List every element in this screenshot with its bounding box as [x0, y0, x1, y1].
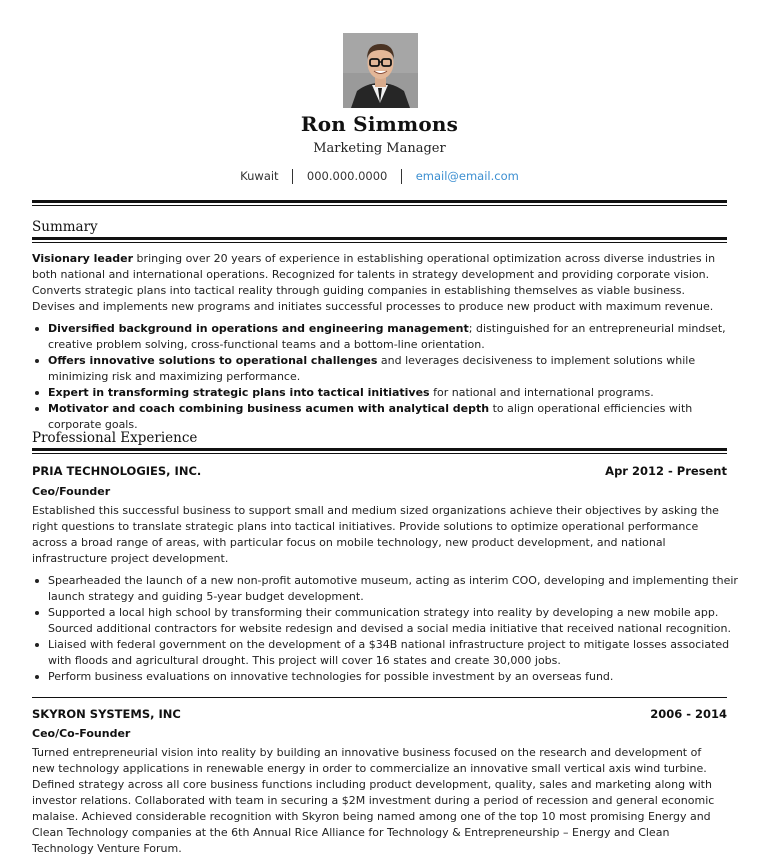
person-portrait-icon — [343, 33, 418, 108]
job-title: Ceo/Co-Founder — [32, 727, 131, 740]
contact-line — [32, 169, 727, 184]
job-divider — [32, 697, 727, 698]
job-company: PRIA TECHNOLOGIES, INC. — [32, 464, 202, 478]
job-description: Turned entrepreneurial vision into reality by building an innovative business focused on the research and development of new technology applications in renewable energy in order to commercialize an innovative small vertical axis wind turbine. Defined strategy across all core business functions including product development, quality, sales and marketing along with investor relations. Collaborated with team in securing a $2M investment during a period of recession and general economic malaise. Achieved considerable recognition with Skyron being named among one of the top 10 most promising Energy and Clean Technology companies at the 6th Annual Rice Alliance for Technology & Entrepreneurship – Energy and Clean Technology Venture Forum. — [32, 746, 715, 855]
job-description: Established this successful business to support small and medium sized organizations achieve their objectives by asking the right questions to translate strategic plans into tactical initiatives. Provide solutions to optimize operational performance across a broad range of areas, with particular focus on mobile technology, new product development, and national infrastructure project development. — [32, 504, 719, 565]
list-item: Supported a local high school by transforming their communication strategy into reality by developing a new mobile app. Sourced additional contractors for website redesign and devised a social media initiative that received national recognition. — [48, 605, 743, 637]
list-item: Liaised with federal government on the development of a $34B national infrastructure project to mitigate losses associated with floods and agricultural drought. This project will cover 16 states and create 30,000 jobs. — [48, 637, 743, 669]
candidate-name: Ron Simmons — [300, 112, 459, 136]
section-rule — [32, 200, 727, 203]
bullet-bold: Offers innovative solutions to operational challenges — [48, 354, 378, 367]
section-rule — [32, 237, 727, 240]
bullet-bold: Motivator and coach combining business acumen with analytical depth — [48, 402, 490, 415]
section-rule — [32, 205, 727, 206]
bullet-text: and leverages decisiveness to implement solutions while minimizing risk and maximizing performance. — [48, 354, 696, 383]
job-dates: 2006 - 2014 — [650, 707, 727, 721]
job-bullet-list — [32, 573, 743, 685]
summary-heading: Summary — [32, 219, 98, 235]
bullet-bold: Diversified background in operations and engineering management — [48, 322, 469, 335]
experience-heading: Professional Experience — [32, 430, 198, 446]
section-rule — [32, 453, 727, 454]
summary-paragraph — [32, 251, 727, 315]
bullet-text: to align operational efficiencies with corporate goals. — [48, 402, 693, 431]
list-item — [48, 353, 743, 385]
list-item: Perform business evaluations on innovative technologies for possible investment by an overseas fund. — [48, 669, 743, 685]
summary-lead-bold: Visionary leader — [32, 252, 134, 265]
contact-divider — [401, 169, 402, 184]
bullet-text: ; distinguished for an entrepreneurial mindset, creative problem solving, cross-functional teams and a bottom-line orientation. — [48, 322, 726, 351]
candidate-role: Marketing Manager — [313, 141, 446, 156]
list-item — [48, 321, 743, 353]
profile-photo — [343, 33, 418, 108]
summary-lead-text: bringing over 20 years of experience in establishing operational optimization across diverse industries in both national and international operations. Recognized for talents in strategy development and providing corporate vision. Converts strategic plans into tactical reality through guiding companies in establishing themselves as viable business. Devises and implements new programs and initiates successful processes to produce new product with maximum revenue. — [32, 252, 716, 313]
contact-email-link[interactable]: email@email.com — [415, 169, 519, 183]
contact-divider — [292, 169, 293, 184]
contact-phone: 000.000.0000 — [306, 169, 388, 183]
list-item — [48, 385, 743, 401]
section-rule — [32, 448, 727, 451]
list-item — [48, 401, 743, 433]
job-company: SKYRON SYSTEMS, INC — [32, 707, 181, 721]
list-item: Spearheaded the launch of a new non-profit automotive museum, acting as interim COO, developing and implementing their launch strategy and guiding 5-year budget development. — [48, 573, 743, 605]
job-dates: Apr 2012 - Present — [605, 464, 727, 478]
job-title: Ceo/Founder — [32, 485, 111, 498]
bullet-text: for national and international programs. — [429, 386, 654, 399]
summary-bullet-list — [32, 321, 743, 433]
contact-location: Kuwait — [240, 169, 279, 183]
section-rule — [32, 242, 727, 243]
bullet-bold: Expert in transforming strategic plans into tactical initiatives — [48, 386, 430, 399]
